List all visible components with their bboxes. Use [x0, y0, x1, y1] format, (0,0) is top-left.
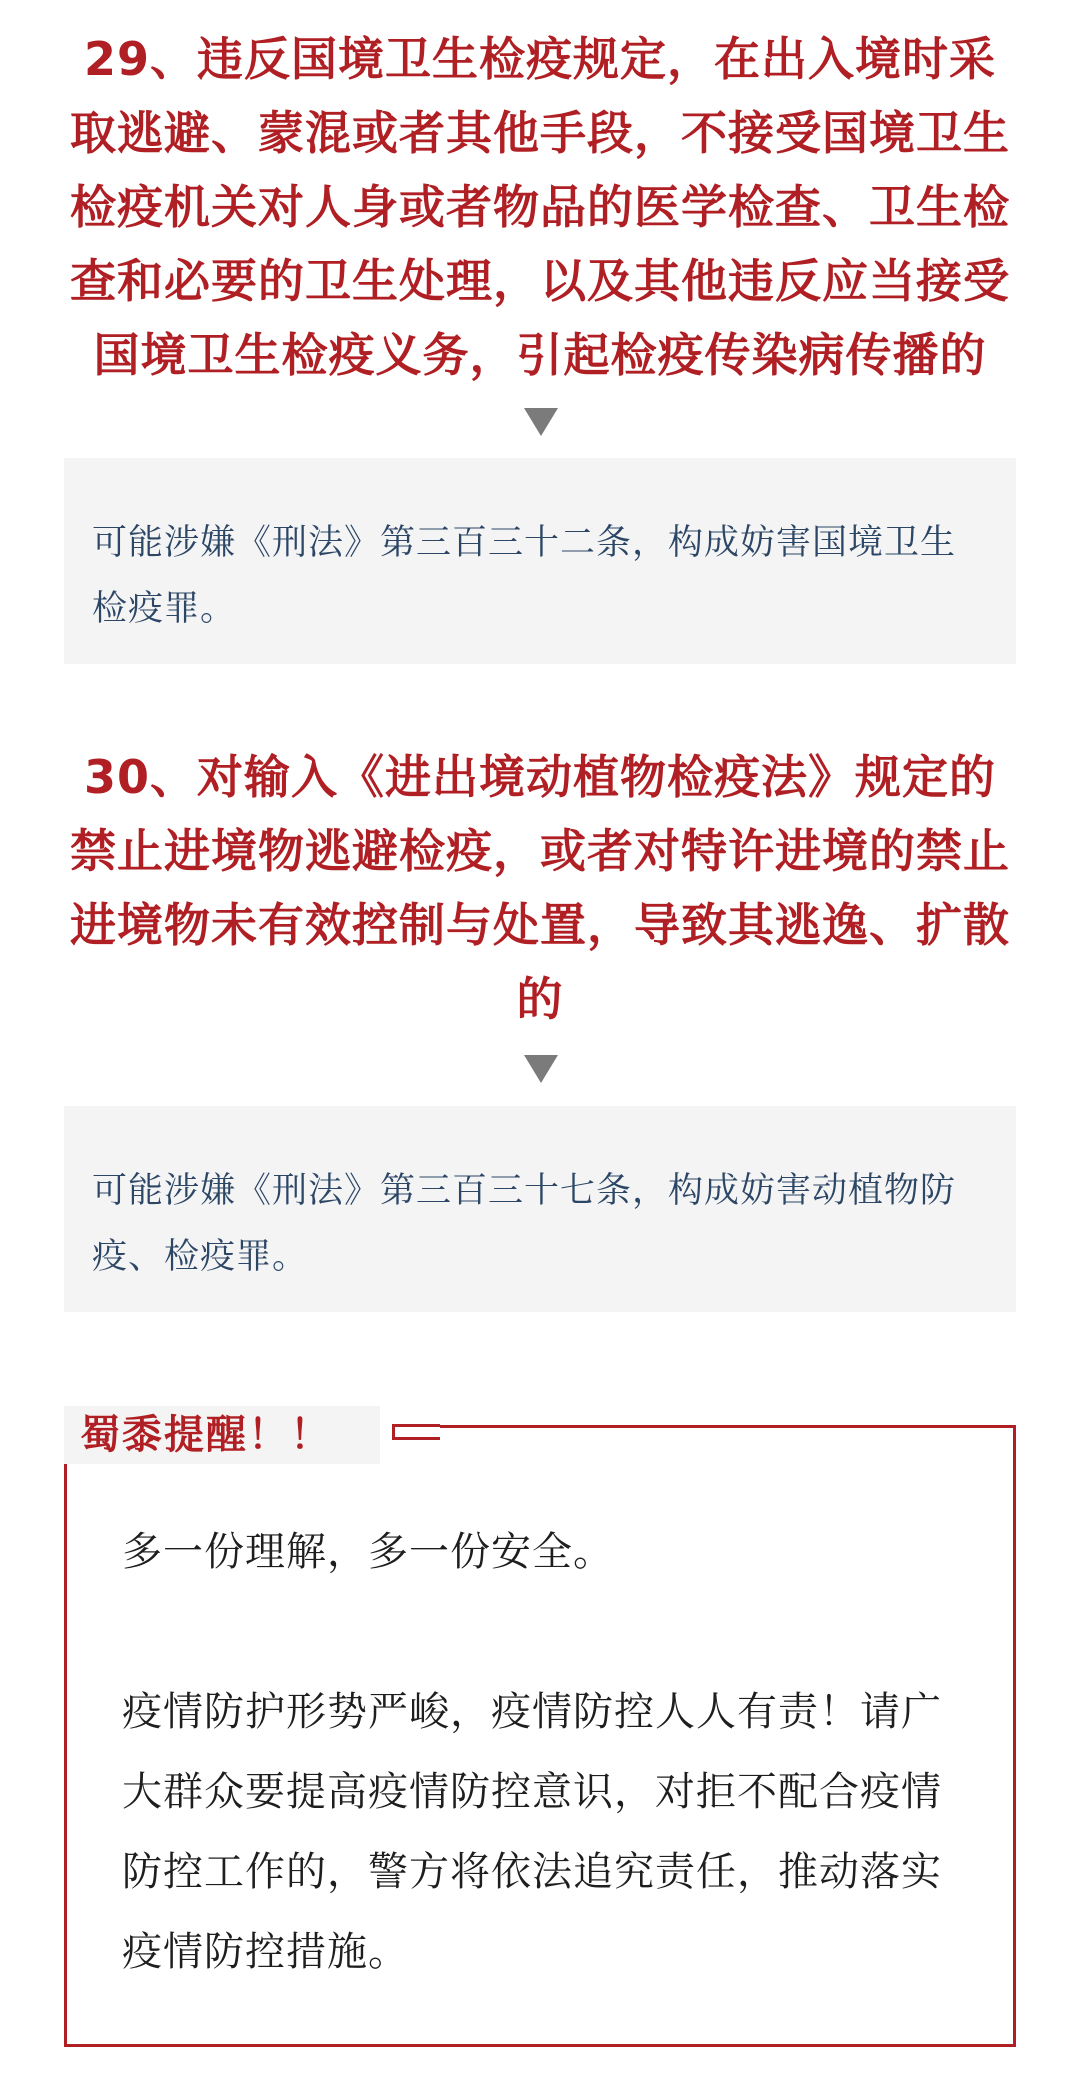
bracket-decoration-icon: [392, 1424, 440, 1440]
reminder-paragraph-2: 疫情防护形势严峻，疫情防控人人有责！请广大群众要提高疫情防控意识，对拒不配合疫情防控工作的，警方将依法追究责任，推动落实疫情防控措施。: [122, 1689, 942, 1975]
section-30-consequence-box: [64, 1106, 1016, 1312]
section-30-consequence-text: 可能涉嫌《刑法》第三百三十七条，构成妨害动植物防疫、检疫罪。: [92, 1171, 957, 1277]
reminder-content: [122, 1512, 982, 1992]
reminder-label: 蜀黍提醒！！: [80, 1412, 332, 1458]
triangle-down-icon: [524, 1055, 558, 1083]
section-30-heading: 30、对输入《进出境动植物检疫法》规定的禁止进境物逃避检疫，或者对特许进境的禁止进境物未有效控制与处置，导致其逃逸、扩散的: [70, 750, 1010, 1026]
reminder-paragraph-1: 多一份理解，多一份安全。: [122, 1529, 614, 1575]
section-29-heading: 29、违反国境卫生检疫规定，在出入境时采取逃避、蒙混或者其他手段，不接受国境卫生检疫机关对人身或者物品的医学检查、卫生检查和必要的卫生处理，以及其他违反应当接受国境卫生检疫义务，引起检疫传染病传播的: [70, 32, 1010, 382]
triangle-down-icon: [524, 408, 558, 436]
section-29-consequence-box: [64, 458, 1016, 664]
section-29-consequence-text: 可能涉嫌《刑法》第三百三十二条，构成妨害国境卫生检疫罪。: [92, 523, 957, 629]
reminder-frame-top-line: [392, 1425, 1016, 1428]
